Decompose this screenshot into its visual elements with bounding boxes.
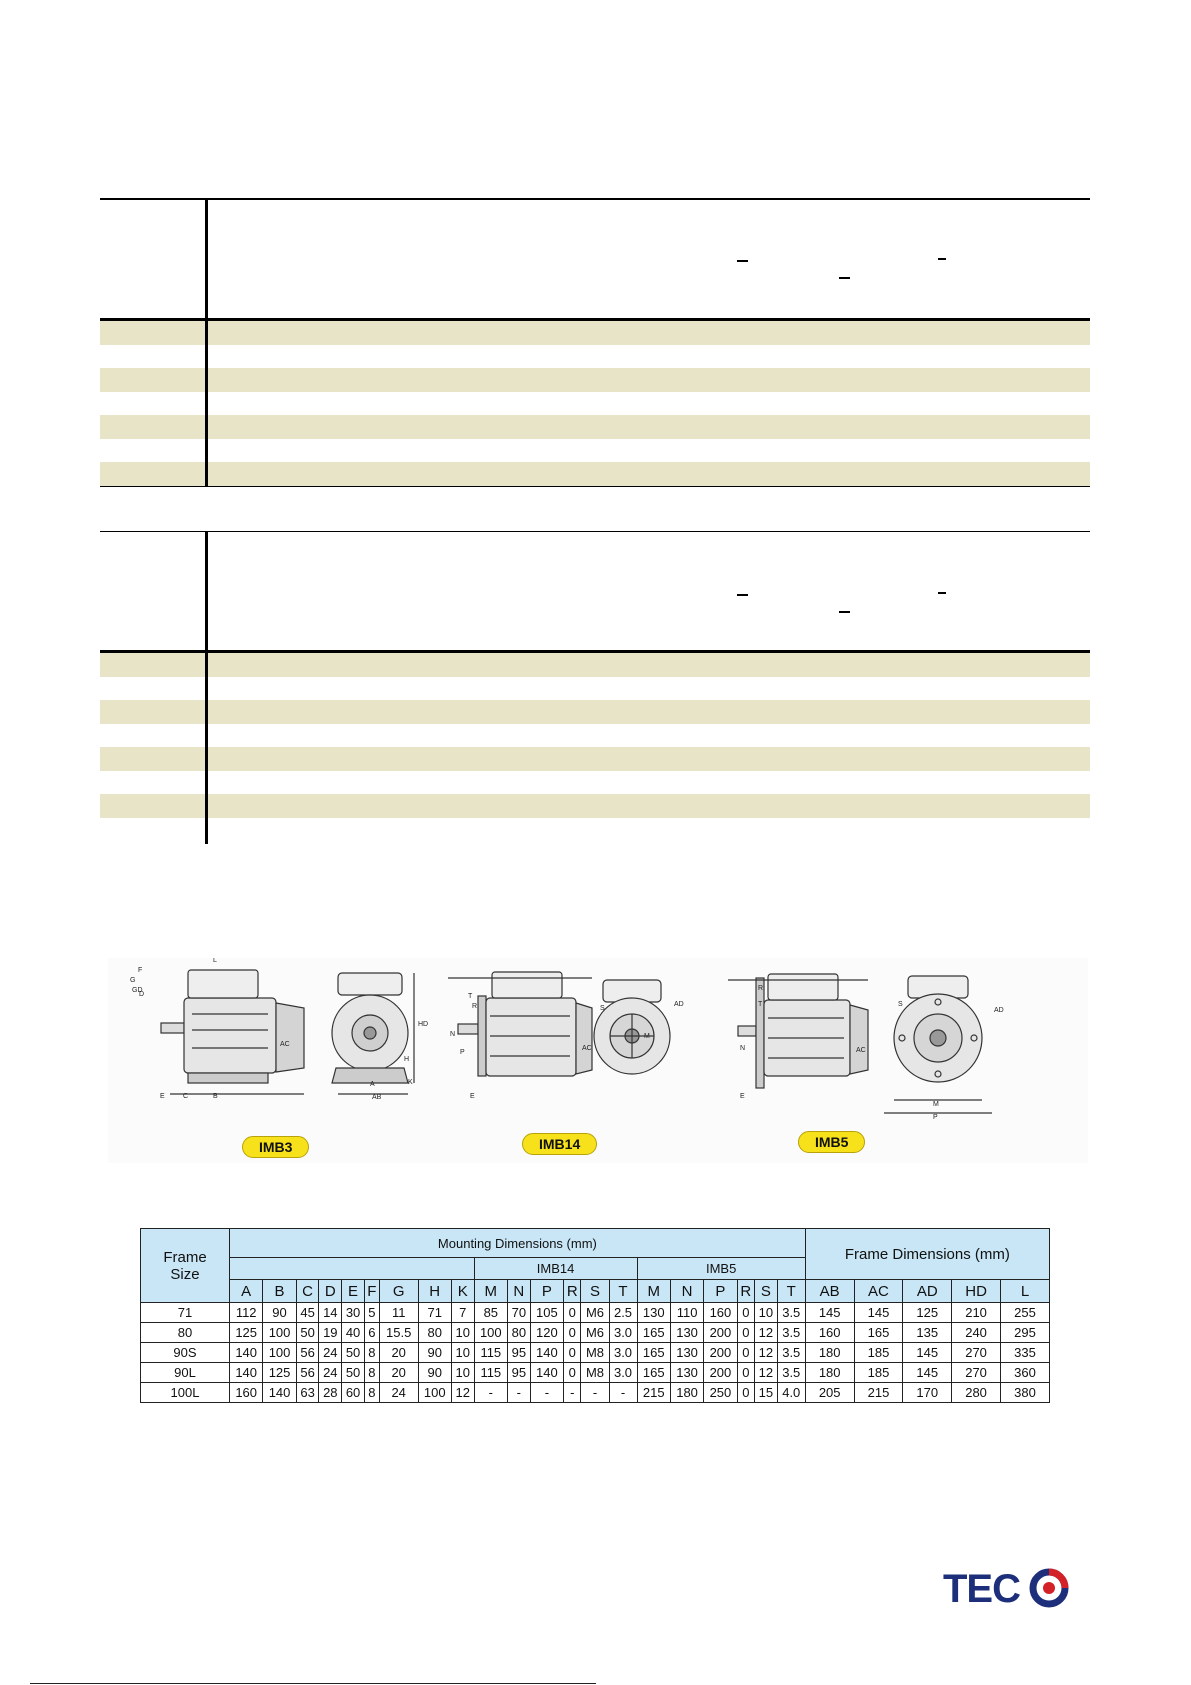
table-cell: 56: [296, 1363, 319, 1383]
table-cell: 71: [418, 1303, 451, 1323]
motor-outline-drawings: [108, 958, 1088, 1163]
table-cell: 140: [530, 1343, 563, 1363]
motor-drawings: [108, 958, 1088, 1163]
table-cell: 3.5: [777, 1363, 805, 1383]
table-cell: 165: [854, 1323, 903, 1343]
dimension-label: L: [213, 958, 217, 964]
dimension-label: R: [472, 1003, 478, 1010]
table-row: [100, 392, 1090, 416]
table-cell: 0: [564, 1323, 581, 1343]
dimension-label: D: [139, 991, 145, 998]
badge-imb3: IMB3: [242, 1136, 309, 1158]
table-cell: 3.0: [609, 1343, 637, 1363]
table-cell: 185: [854, 1363, 903, 1383]
mark: [938, 592, 946, 594]
mark: [938, 258, 946, 260]
table-cell: -: [530, 1383, 563, 1403]
column-header: R: [564, 1280, 581, 1303]
dimension-label: N: [450, 1031, 456, 1038]
table-cell: 8: [364, 1363, 379, 1383]
table-cell: 8: [364, 1343, 379, 1363]
dimension-label: B: [213, 1093, 218, 1100]
column-header: F: [364, 1280, 379, 1303]
dimension-label: E: [160, 1093, 165, 1100]
column-header: D: [319, 1280, 342, 1303]
table-cell: 250: [704, 1383, 737, 1403]
svg-text:TEC: TEC: [943, 1567, 1020, 1611]
table-cell: 12: [451, 1383, 474, 1403]
imb3-side-view: [161, 958, 304, 1094]
table-cell: 200: [704, 1323, 737, 1343]
spec-table-2-header: [100, 531, 1090, 650]
table-cell: 130: [670, 1343, 703, 1363]
spec-table-1-header: [100, 198, 1090, 318]
frame-size-cell: 90L: [141, 1363, 230, 1383]
table-cell: 2.5: [609, 1303, 637, 1323]
table-row: [100, 368, 1090, 392]
frame-dimensions-header: Frame Dimensions (mm): [805, 1229, 1049, 1280]
column-header: S: [755, 1280, 778, 1303]
table-row: [100, 653, 1090, 677]
spec-table-2: [100, 531, 1090, 818]
table-cell: M6: [581, 1323, 609, 1343]
spec-table-1-body: [100, 318, 1090, 487]
table-cell: 5: [364, 1303, 379, 1323]
table-cell: 125: [263, 1363, 296, 1383]
column-divider: [205, 200, 208, 318]
table-cell: 145: [903, 1363, 952, 1383]
mark: [737, 594, 748, 596]
table-cell: 95: [507, 1363, 530, 1383]
table-cell: 115: [474, 1343, 507, 1363]
table-cell: 380: [1000, 1383, 1049, 1403]
column-header: N: [507, 1280, 530, 1303]
column-header: R: [737, 1280, 754, 1303]
column-divider: [205, 321, 208, 487]
column-header: H: [418, 1280, 451, 1303]
mounting-dimensions-header: Mounting Dimensions (mm): [230, 1229, 806, 1258]
table-cell: 140: [263, 1383, 296, 1403]
dimension-label: E: [470, 1093, 475, 1100]
table-row: [100, 700, 1090, 724]
table-cell: 130: [670, 1323, 703, 1343]
table-cell: 0: [737, 1303, 754, 1323]
table-cell: 100: [263, 1343, 296, 1363]
table-cell: 165: [637, 1323, 670, 1343]
table-cell: 165: [637, 1343, 670, 1363]
dimension-label: R: [758, 985, 764, 992]
column-header: C: [296, 1280, 319, 1303]
column-header: AC: [854, 1280, 903, 1303]
table-cell: 56: [296, 1343, 319, 1363]
table-cell: 140: [230, 1343, 263, 1363]
table-cell: -: [507, 1383, 530, 1403]
column-header: N: [670, 1280, 703, 1303]
table-cell: 110: [670, 1303, 703, 1323]
table-row: [100, 415, 1090, 439]
mark: [839, 611, 850, 613]
table-cell: 6: [364, 1323, 379, 1343]
table-cell: 205: [805, 1383, 854, 1403]
table-cell: 125: [230, 1323, 263, 1343]
table-cell: 115: [474, 1363, 507, 1383]
table-cell: M8: [581, 1343, 609, 1363]
column-header: E: [342, 1280, 365, 1303]
column-divider: [205, 653, 208, 844]
table-cell: 24: [319, 1343, 342, 1363]
table-cell: 335: [1000, 1343, 1049, 1363]
table-cell: 180: [670, 1383, 703, 1403]
column-header: B: [263, 1280, 296, 1303]
imb3-front-view: [332, 973, 414, 1094]
dimension-label: C: [183, 1093, 189, 1100]
frame-size-cell: 90S: [141, 1343, 230, 1363]
table-cell: 3.5: [777, 1303, 805, 1323]
table-cell: 4.0: [777, 1383, 805, 1403]
table-cell: 3.0: [609, 1363, 637, 1383]
dimension-label: N: [740, 1045, 746, 1052]
table-row: [100, 771, 1090, 795]
imb3-group-header: [230, 1258, 475, 1280]
table-cell: 125: [903, 1303, 952, 1323]
table-cell: 120: [530, 1323, 563, 1343]
frame-size-header: Frame Size: [141, 1229, 230, 1303]
dimension-table-body: [141, 1303, 1050, 1403]
table-cell: 0: [564, 1303, 581, 1323]
table-row: [100, 747, 1090, 771]
table-cell: 135: [903, 1323, 952, 1343]
footer-rule: [30, 1683, 596, 1684]
column-header: AB: [805, 1280, 854, 1303]
table-cell: -: [564, 1383, 581, 1403]
table-cell: 130: [637, 1303, 670, 1323]
dimension-label: P: [460, 1049, 465, 1056]
table-cell: 3.5: [777, 1343, 805, 1363]
table-cell: 140: [530, 1363, 563, 1383]
table-cell: 80: [418, 1323, 451, 1343]
dimension-label: T: [758, 1001, 763, 1008]
table-cell: 160: [805, 1323, 854, 1343]
column-header: P: [530, 1280, 563, 1303]
table-cell: 90: [418, 1343, 451, 1363]
teco-logo: [943, 1564, 1073, 1612]
table-cell: 0: [564, 1343, 581, 1363]
table-cell: 30: [342, 1303, 365, 1323]
table-cell: 160: [230, 1383, 263, 1403]
dimension-table: [140, 1228, 1050, 1403]
table-cell: 45: [296, 1303, 319, 1323]
column-header: K: [451, 1280, 474, 1303]
table-cell: 19: [319, 1323, 342, 1343]
table-row: [100, 794, 1090, 818]
table-cell: 200: [704, 1343, 737, 1363]
table-cell: 15.5: [379, 1323, 418, 1343]
table-row: [141, 1323, 1050, 1343]
badge-imb14: IMB14: [522, 1133, 597, 1155]
dimension-label: GD: [132, 987, 143, 994]
table-cell: 3.0: [609, 1323, 637, 1343]
table-cell: 160: [704, 1303, 737, 1323]
dimension-label: S: [600, 1005, 605, 1012]
column-header: T: [777, 1280, 805, 1303]
table-cell: 112: [230, 1303, 263, 1323]
table-row: [100, 677, 1090, 701]
table-cell: 0: [737, 1323, 754, 1343]
table-cell: 10: [451, 1343, 474, 1363]
table-cell: 145: [854, 1303, 903, 1323]
dimension-label: T: [468, 993, 473, 1000]
table-cell: 50: [342, 1363, 365, 1383]
imb14-group-header: IMB14: [474, 1258, 637, 1280]
table-row: [100, 462, 1090, 487]
table-row: [100, 321, 1090, 345]
column-header: M: [474, 1280, 507, 1303]
table-cell: 170: [903, 1383, 952, 1403]
column-header: A: [230, 1280, 263, 1303]
table-cell: 10: [755, 1303, 778, 1323]
table-cell: 240: [952, 1323, 1001, 1343]
table-cell: 10: [451, 1323, 474, 1343]
table-cell: 12: [755, 1323, 778, 1343]
table-row: [100, 345, 1090, 369]
table-cell: 14: [319, 1303, 342, 1323]
table-cell: 105: [530, 1303, 563, 1323]
column-header: S: [581, 1280, 609, 1303]
table-row: [141, 1343, 1050, 1363]
table-cell: 100: [418, 1383, 451, 1403]
table-row: [141, 1383, 1050, 1403]
table-cell: 28: [319, 1383, 342, 1403]
frame-size-cell: 71: [141, 1303, 230, 1323]
table-cell: 3.5: [777, 1323, 805, 1343]
dimension-label: G: [130, 977, 136, 984]
table-cell: 255: [1000, 1303, 1049, 1323]
table-cell: 11: [379, 1303, 418, 1323]
table-cell: 40: [342, 1323, 365, 1343]
table-cell: 130: [670, 1363, 703, 1383]
column-header: G: [379, 1280, 418, 1303]
table-cell: -: [609, 1383, 637, 1403]
badge-imb5: IMB5: [798, 1131, 865, 1153]
table-cell: 50: [342, 1343, 365, 1363]
table-cell: 270: [952, 1363, 1001, 1383]
table-cell: 200: [704, 1363, 737, 1383]
dimension-label: HD: [418, 1021, 429, 1028]
table-cell: 360: [1000, 1363, 1049, 1383]
table-cell: 63: [296, 1383, 319, 1403]
column-header: HD: [952, 1280, 1001, 1303]
spec-table-2-body: [100, 650, 1090, 818]
dimension-label: AD: [674, 1001, 684, 1008]
table-cell: 90: [418, 1363, 451, 1383]
dimension-label: M: [933, 1101, 939, 1108]
column-header: AD: [903, 1280, 952, 1303]
table-cell: 12: [755, 1343, 778, 1363]
dimension-label: A: [370, 1081, 375, 1088]
dimension-label: P: [933, 1114, 938, 1121]
table-cell: 180: [805, 1343, 854, 1363]
table-cell: 70: [507, 1303, 530, 1323]
table-cell: -: [581, 1383, 609, 1403]
dimension-label: K: [408, 1079, 413, 1086]
dimension-label: AC: [856, 1047, 866, 1054]
table-cell: 20: [379, 1343, 418, 1363]
table-cell: 145: [805, 1303, 854, 1323]
table-cell: 60: [342, 1383, 365, 1403]
table-row: [100, 439, 1090, 463]
table-cell: 215: [854, 1383, 903, 1403]
table-cell: 295: [1000, 1323, 1049, 1343]
table-cell: 145: [903, 1343, 952, 1363]
table-cell: 7: [451, 1303, 474, 1323]
table-cell: 0: [737, 1363, 754, 1383]
column-divider: [205, 532, 208, 650]
mark: [839, 277, 850, 279]
dimension-label: S: [898, 1001, 903, 1008]
table-cell: 165: [637, 1363, 670, 1383]
dimension-label: AC: [280, 1041, 290, 1048]
table-cell: M6: [581, 1303, 609, 1323]
table-cell: 100: [474, 1323, 507, 1343]
table-cell: 20: [379, 1363, 418, 1383]
column-header: L: [1000, 1280, 1049, 1303]
table-cell: 90: [263, 1303, 296, 1323]
imb5-side-view: [728, 974, 868, 1088]
table-cell: 50: [296, 1323, 319, 1343]
table-cell: 95: [507, 1343, 530, 1363]
table-cell: 80: [507, 1323, 530, 1343]
table-cell: 0: [737, 1383, 754, 1403]
table-cell: 24: [319, 1363, 342, 1383]
table-cell: 280: [952, 1383, 1001, 1403]
column-header: T: [609, 1280, 637, 1303]
dimension-label: E: [740, 1093, 745, 1100]
table-cell: 0: [564, 1363, 581, 1383]
table-cell: 185: [854, 1343, 903, 1363]
table-cell: 215: [637, 1383, 670, 1403]
mark: [737, 260, 748, 262]
frame-size-cell: 80: [141, 1323, 230, 1343]
table-row: [141, 1303, 1050, 1323]
table-cell: 270: [952, 1343, 1001, 1363]
imb5-group-header: IMB5: [637, 1258, 805, 1280]
table-cell: M8: [581, 1363, 609, 1383]
imb5-front-view: [884, 976, 992, 1113]
dimension-label: AD: [994, 1007, 1004, 1014]
column-header: M: [637, 1280, 670, 1303]
dimension-label: M: [644, 1033, 650, 1040]
table-cell: 15: [755, 1383, 778, 1403]
dimension-label: AC: [582, 1045, 592, 1052]
imb14-side-view: [448, 972, 592, 1076]
table-cell: 0: [737, 1343, 754, 1363]
frame-size-cell: 100L: [141, 1383, 230, 1403]
dimension-label: H: [404, 1056, 410, 1063]
table-cell: -: [474, 1383, 507, 1403]
table-cell: 24: [379, 1383, 418, 1403]
column-letters-row: [141, 1280, 1050, 1303]
table-cell: 100: [263, 1323, 296, 1343]
table-row: [100, 724, 1090, 748]
spec-table-1: [100, 198, 1090, 487]
imb14-front-view: [594, 980, 670, 1074]
dimension-label: F: [138, 967, 143, 974]
table-cell: 140: [230, 1363, 263, 1383]
column-header: P: [704, 1280, 737, 1303]
table-cell: 180: [805, 1363, 854, 1383]
table-cell: 210: [952, 1303, 1001, 1323]
table-row: [141, 1363, 1050, 1383]
table-cell: 8: [364, 1383, 379, 1403]
dimension-label: AB: [372, 1094, 382, 1101]
table-cell: 85: [474, 1303, 507, 1323]
table-cell: 12: [755, 1363, 778, 1383]
table-cell: 10: [451, 1363, 474, 1383]
